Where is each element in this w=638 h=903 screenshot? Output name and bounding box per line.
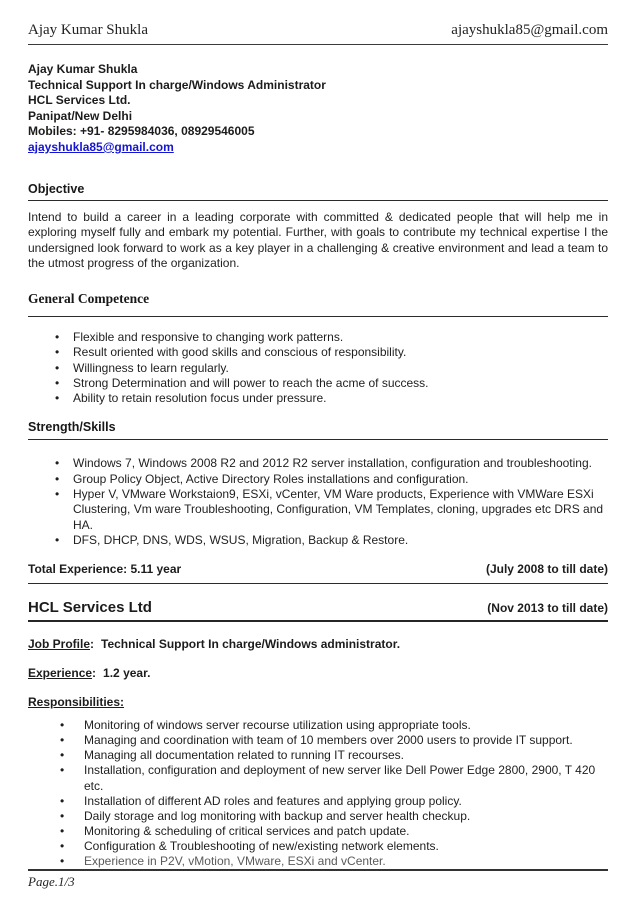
experience-value: 1.2 year. xyxy=(103,666,151,681)
list-item: • Ability to retain resolution focus under pressure. xyxy=(55,391,608,406)
responsibilities-list xyxy=(28,718,608,869)
list-item: • Windows 7, Windows 2008 R2 and 2012 R2 server installation, configuration and troubleshooting. xyxy=(55,456,608,471)
experience-label: Experience xyxy=(28,666,93,681)
list-item: • DFS, DHCP, DNS, WDS, WSUS, Migration, Backup & Restore. xyxy=(55,533,608,548)
contact-company: HCL Services Ltd. xyxy=(28,93,131,108)
list-item: • Monitoring of windows server recourse utilization using appropriate tools. xyxy=(60,718,608,733)
contact-mobiles: Mobiles: +91- 8295984036, 08929546005 xyxy=(28,124,255,139)
list-item: • Daily storage and log monitoring with backup and server health checkup. xyxy=(60,809,608,824)
header-name: Ajay Kumar Shukla xyxy=(28,22,148,38)
job-profile-row xyxy=(28,637,608,651)
general-competence-list xyxy=(28,330,608,406)
employer-dates: (Nov 2013 to till date) xyxy=(487,601,608,616)
job-profile-colon: : xyxy=(90,637,95,652)
list-item: • Hyper V, VMware Workstaion9, ESXi, vCenter, VM Ware products, Experience with VMWare ESXi Clustering, Vm ware Troubleshooting, Configuration, VM Templates, cloning, upgrades etc DRS and HA. xyxy=(55,487,608,533)
page-footer xyxy=(28,869,608,890)
objective-text: Intend to build a career in a leading corporate with committed & dedicated people that will help me in exploring myself fully and embark my potential. Further, with goals to contribute my technical expertise I the undersigned look forward to work as a key player in a challenging & creative environment and lead a team to the utmost progress of the organization. xyxy=(28,209,608,271)
contact-location: Panipat/New Delhi xyxy=(28,108,133,123)
responsibilities-heading: Responsibilities: xyxy=(28,695,125,710)
list-item: • Configuration & Troubleshooting of new/existing network elements. xyxy=(60,839,608,854)
document-header xyxy=(28,0,608,45)
list-item: • Group Policy Object, Active Directory Roles installations and configuration. xyxy=(55,472,608,487)
header-email: ajayshukla85@gmail.com xyxy=(451,22,608,38)
list-item: • Result oriented with good skills and conscious of responsibility. xyxy=(55,345,608,360)
total-experience-dates: (July 2008 to till date) xyxy=(485,562,608,577)
employer-row xyxy=(28,598,608,622)
experience-row xyxy=(28,666,608,680)
contact-name: Ajay Kumar Shukla xyxy=(28,62,138,76)
list-item: • Willingness to learn regularly. xyxy=(55,361,608,376)
list-item: • Strong Determination and will power to reach the acme of success. xyxy=(55,376,608,391)
list-item: • Managing all documentation related to running IT recourses. xyxy=(60,748,608,763)
contact-title: Technical Support In charge/Windows Administrator xyxy=(28,77,326,92)
contact-block xyxy=(28,62,608,156)
contact-email-row xyxy=(28,140,608,156)
total-experience-row xyxy=(28,562,608,584)
total-experience-label: Total Experience: 5.11 year xyxy=(28,562,182,577)
list-item: • Installation, configuration and deployment of new server like Dell Power Edge 2800, 2900, T 420 etc. xyxy=(60,763,608,793)
page-number: Page.1/3 xyxy=(28,874,75,890)
list-item: • Managing and coordination with team of 10 members over 2000 users to provide IT support. xyxy=(60,733,608,748)
list-item: • Flexible and responsive to changing work patterns. xyxy=(55,330,608,345)
objective-heading: Objective xyxy=(28,182,608,201)
skills-heading: Strength/Skills xyxy=(28,420,608,440)
job-profile-label: Job Profile xyxy=(28,637,91,652)
experience-colon: : xyxy=(92,666,97,681)
general-competence-heading: General Competence xyxy=(28,291,608,317)
list-item: • Monitoring & scheduling of critical services and patch update. xyxy=(60,824,608,839)
email-link[interactable]: ajayshukla85@gmail.com xyxy=(28,139,174,154)
list-item: • Experience in P2V, vMotion, VMware, ESXi and vCenter. xyxy=(60,854,608,869)
employer-name: HCL Services Ltd xyxy=(28,599,152,617)
list-item: • Installation of different AD roles and features and applying group policy. xyxy=(60,794,608,809)
job-profile-value: Technical Support In charge/Windows administrator. xyxy=(101,637,401,652)
skills-list xyxy=(28,456,608,548)
